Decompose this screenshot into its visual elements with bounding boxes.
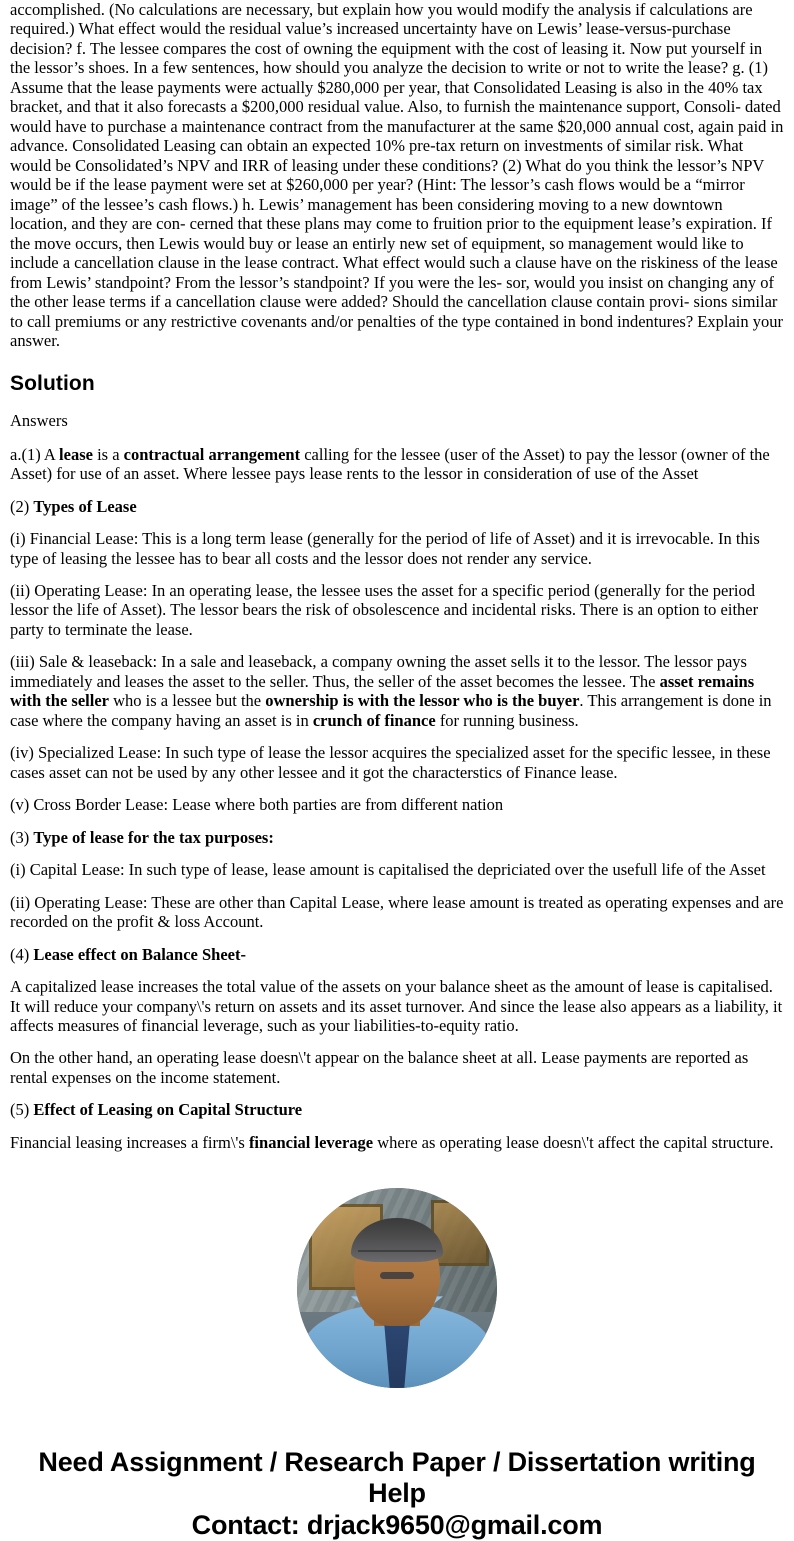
item-4-heading [10, 945, 784, 964]
lease-type-sale-leaseback [10, 652, 784, 730]
item-3-number: (3) [10, 827, 34, 847]
answer-a1-mid: is a [92, 444, 124, 464]
question-paragraph: accomplished. (No calculations are necessary, but explain how you would modify the analysis if calculations are required.) What effect would the residual value’s increased uncertainty have on Lewis’ lease-versus-purchase decision? f. The lessee compares the cost of owning the equipment with the cost of leasing it. Now put yourself in the lessor’s shoes. In a few sentences, how should you analyze the decision to write or not to write the lease? g. (1) Assume that the lease payments were actually $280,000 per year, that Consolidated Leasing is also in the 40% tax bracket, and that it also forecasts a $200,000 residual value. Also, to furnish the maintenance support, Consoli- dated would have to purchase a maintenance contract from the manufacturer at the same $20,000 annual cost, again paid in advance. Consolidated Leasing can obtain an expected 10% pre-tax return on investments of similar risk. What would be Consolidated’s NPV and IRR of leasing under these conditions? (2) What do you think the lessor’s NPV would be if the lease payment were set at $260,000 per year? (Hint: The lessor’s cash flows would be a “mirror image” of the lessee’s cash flows.) h. Lewis’ management has been considering moving to a new downtown location, and they are con- cerned that these plans may come to fruition prior to the equipment lease’s expiration. If the move occurs, then Lewis would buy or lease an entirly new set of equipment, so management would like to include a cancellation clause in the lease contract. What effect would such a clause have on the riskiness of the lease from Lewis’ standpoint? From the lessor’s standpoint? If you were the les- sor, would you insist on changing any of the other lease terms if a cancellation clause were added? Should the cancellation clause contain provi- sions similar to call premiums or any restrictive covenants and/or penalties of the type contained in bond indentures? Explain your answer. [10, 0, 784, 350]
lease-type-financial: (i) Financial Lease: This is a long term lease (generally for the period of life of Asset) and it is irrevocable. In this type of leasing the lessee has to bear all costs and the lessor does not render any service. [10, 529, 760, 568]
sale-leaseback-bold3: crunch of finance [312, 710, 436, 730]
lease-type-specialized: (iv) Specialized Lease: In such type of lease the lessor acquires the specialized asset for the specific lessee, in these cases asset can not be used by any other lessee and it got the characterstics of Finance lease. [10, 743, 771, 782]
sale-leaseback-bold2: ownership is with the lessor who is the buyer [265, 691, 580, 711]
balance-sheet-para-2: On the other hand, an operating lease doesn\'t appear on the balance sheet at all. Lease payments are reported as rental expenses on the income statement. [10, 1048, 749, 1087]
item-2-heading [10, 497, 784, 516]
avatar-mustache [380, 1272, 414, 1279]
solution-heading: Solution [10, 372, 95, 396]
balance-sheet-para-1: A capitalized lease increases the total value of the assets on your balance sheet as the amount of lease is capitalised. It will reduce your company\'s return on assets and its asset turnover. And since the lease also appears as a liability, it affects measures of financial leverage, such as your liabilities-to-equity ratio. [10, 977, 783, 1035]
sale-leaseback-part3: . This arrangement is done in case where the company having an asset is in [10, 691, 772, 730]
capital-structure-bold: financial leverage [248, 1132, 374, 1152]
answer-a1-bold-arrangement: contractual arrangement [123, 444, 301, 464]
avatar [297, 1188, 497, 1388]
author-photo-container [10, 1188, 784, 1392]
answer-a1-rest: calling for the lessee (user of the Asset) to pay the lessor (owner of the Asset) for use of an asset. Where lessee pays lease rents to the lessor in consideration of use of the Asset [10, 444, 770, 484]
lease-type-cross-border: (v) Cross Border Lease: Lease where both parties are from different nation [10, 795, 504, 815]
sale-leaseback-part4: for running business. [435, 710, 579, 730]
answer-a1 [10, 445, 784, 484]
item-5-number: (5) [10, 1100, 34, 1120]
tax-type-operating: (ii) Operating Lease: These are other than Capital Lease, where lease amount is treated as operating expenses and are recorded on the profit & loss Account. [10, 892, 784, 932]
answers-label: Answers [10, 411, 68, 431]
capital-structure-para [10, 1133, 784, 1152]
item-2-title: Types of Lease [33, 496, 137, 516]
item-2-number: (2) [10, 496, 34, 516]
capital-structure-part1: Financial leasing increases a firm\'s [10, 1132, 249, 1152]
item-4-number: (4) [10, 944, 34, 964]
avatar-glasses [358, 1250, 436, 1272]
capital-structure-part2: where as operating lease doesn\'t affect the capital structure. [373, 1132, 774, 1152]
answer-a1-prefix: a.(1) A [10, 444, 60, 464]
item-5-title: Effect of Leasing on Capital Structure [33, 1100, 303, 1120]
tax-type-capital: (i) Capital Lease: In such type of lease, lease amount is capitalised the depriciated over the usefull life of the Asset [10, 860, 766, 880]
sale-leaseback-part1: (iii) Sale & leaseback: In a sale and leaseback, a company owning the asset sells it to the lessor. The lessor pays immediately and leases the asset to the seller. Thus, the seller of the asset becomes the lessee. The [10, 652, 747, 691]
sale-leaseback-bold1: asset remains with the seller [10, 671, 755, 711]
contact-call-to-action [10, 1447, 784, 1541]
item-3-heading [10, 828, 784, 847]
answer-a1-bold-lease: lease [59, 444, 93, 464]
item-4-title: Lease effect on Balance Sheet- [33, 944, 246, 964]
cta-line-1: Need Assignment / Research Paper / Dissertation writing Help [38, 1446, 756, 1508]
item-3-title: Type of lease for the tax purposes: [33, 827, 274, 847]
sale-leaseback-part2: who is a lessee but the [108, 691, 266, 711]
lease-type-operating: (ii) Operating Lease: In an operating lease, the lessee uses the asset for a specific period (generally for the period lessor the life of Asset). The lessor bears the risk of obsolescence and incidental risks. There is an option to either party to terminate the lease. [10, 581, 759, 639]
cta-line-2: Contact: drjack9650@gmail.com [191, 1510, 603, 1541]
item-5-heading [10, 1100, 784, 1119]
